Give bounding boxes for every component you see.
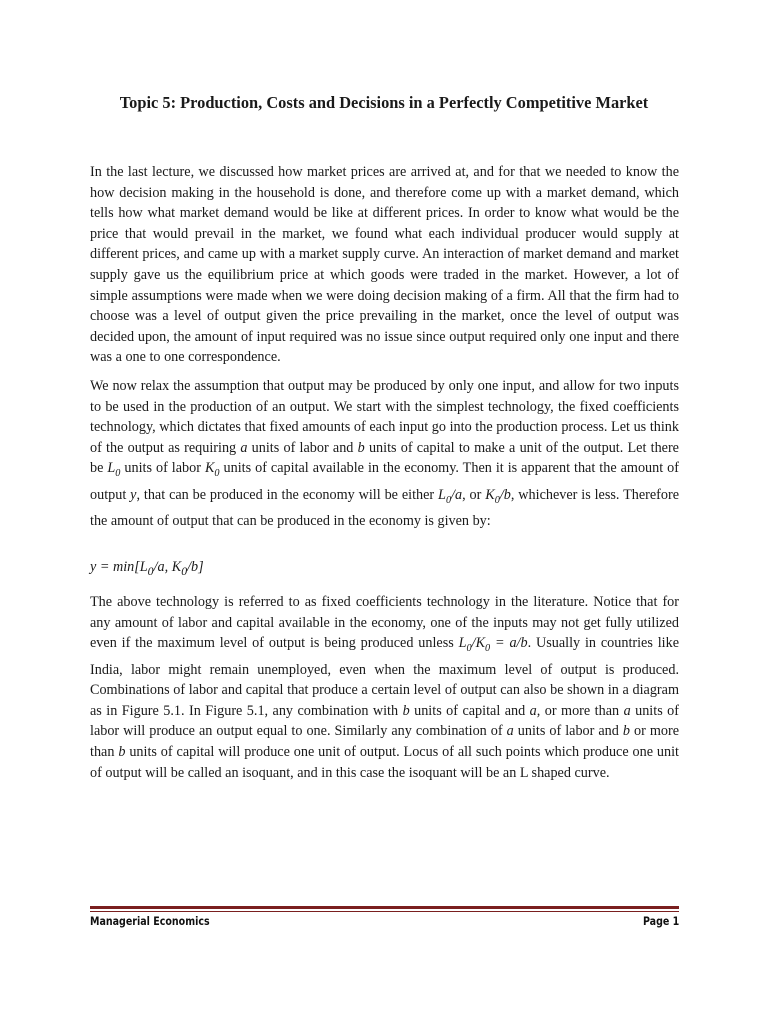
footer-rule xyxy=(90,906,679,909)
paragraph-1: In the last lecture, we discussed how market prices are arrived at, and for that we needed to know the how decision making in the household is done, and therefore come up with a market demand, which tells how what market demand would be like at different prices. In order to know what would be the price that would prevail in the market, we found what each individual producer would supply at different prices, and came up with a market supply curve. An interaction of market demand and market supply gave us the equilibrium price at which goods were traded in the market. However, a lot of simple assumptions were made when we were doing decision making of a firm. All that the firm had to choose was a level of output given the price prevailing in the market, once the level of output was decided upon, the amount of input required was no issue since output required only one input and there was a one to one correspondence. xyxy=(90,164,679,366)
page-title: Topic 5: Production, Costs and Decisions in a Perfectly Competitive Market xyxy=(119,93,649,112)
footer-course-name: Managerial Economics xyxy=(90,914,210,928)
paragraph-3: The above technology is referred to as fixed coefficients technology in the literature. Notice that for any amount of labor and capital available in the economy, one of the inputs may not get fully utilized even if the maximum level of output is being produced unless $L_0/K_0 = a/b$. Usually in countries like India, labor might remain unemployed, even when the maximum level of output is produced. Combinations of labor and capital that produce a certain level of output can also be shown in a diagram as in Figure 5.1. In Figure 5.1, any combination with b units of capital and a, or more than a units of labor will produce an output equal to one. Similarly any combination of a units of labor and b or more than b units of capital will produce one unit of output. Locus of all such points which produce one unit of output will be called an isoquant, and in this case the isoquant will be an L shaped curve. xyxy=(90,594,680,781)
footer-page-number: Page 1 xyxy=(642,914,679,928)
paragraph-2: We now relax the assumption that output may be produced by only one input, and allow for two inputs to be used in the production of an output. We start with the simplest technology, the fixed coefficients technology, which dictates that fixed amounts of each input go into the production process. Let us think of the output as requiring a units of labor and b units of capital to make a unit of the output. Let there be $L_0$ units of labor $K_0$ units of capital available in the economy. Then it is apparent that the amount of output y, that can be produced in the economy will be either $L_0/a$, or $K_0/b$, whichever is less. Therefore the amount of output that can be produced in the economy is given by: xyxy=(90,378,679,530)
production-formula: $y = \min[L_0/a$, $K_0/b$] xyxy=(90,559,204,578)
footer-rule-thin xyxy=(90,911,679,912)
